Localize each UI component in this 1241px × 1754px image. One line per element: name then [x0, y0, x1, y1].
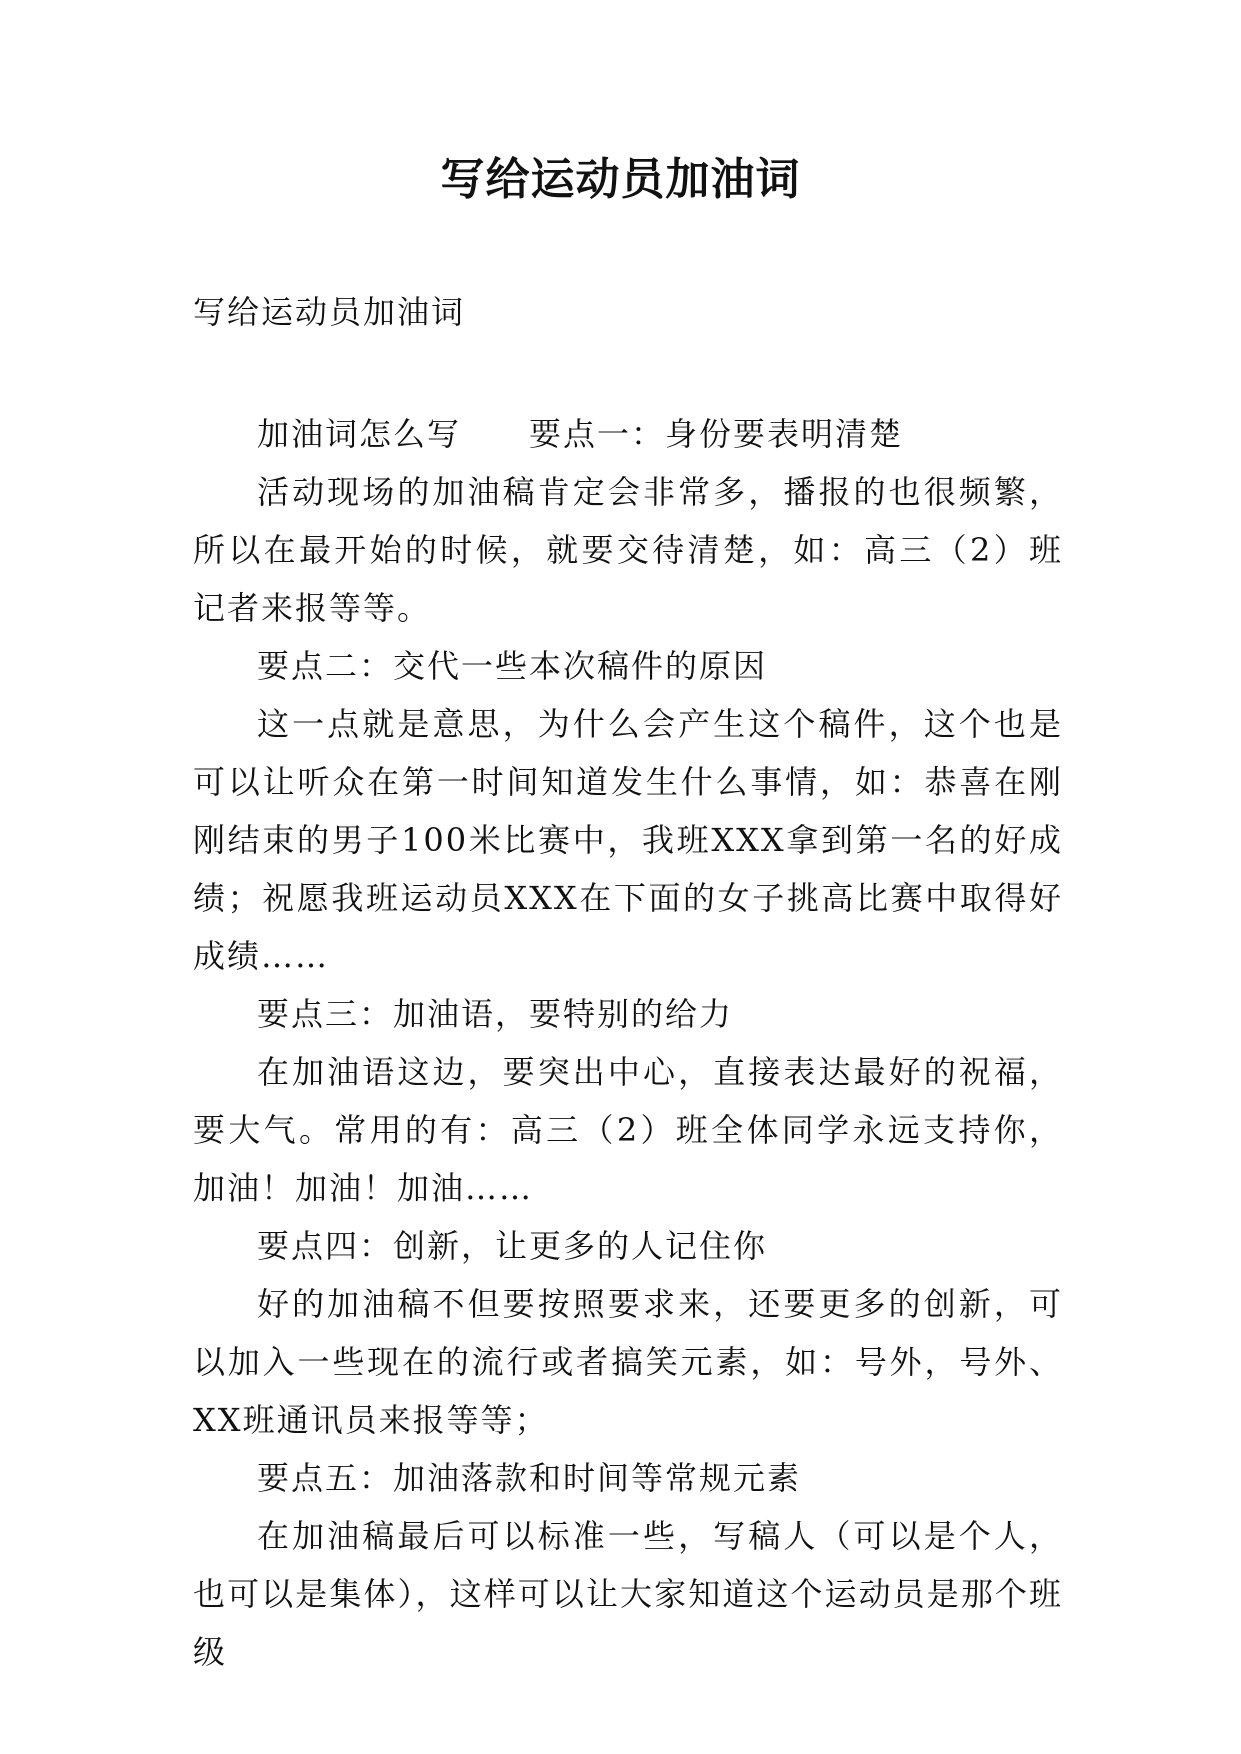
paragraph: 要点四：创新，让更多的人记住你 — [257, 1227, 768, 1265]
paragraph: 在加油语这边，要突出中心，直接表达最好的祝福，要大气。常用的有：高三（2）班全体同学永远支持你，加油！加油！加油…… — [193, 1053, 1063, 1207]
paragraph: 在加油稿最后可以标准一些，写稿人（可以是个人，也可以是集体），这样可以让大家知道这个运动员是那个班级 — [193, 1517, 1063, 1671]
paragraph: 活动现场的加油稿肯定会非常多，播报的也很频繁，所以在最开始的时候，就要交待清楚，如：高三（2）班记者来报等等。 — [193, 473, 1063, 627]
paragraph: 要点五：加油落款和时间等常规元素 — [257, 1459, 802, 1497]
paragraph: 这一点就是意思，为什么会产生这个稿件，这个也是可以让听众在第一时间知道发生什么事情，如：恭喜在刚刚结束的男子100米比赛中，我班XXX拿到第一名的好成绩；祝愿我班运动员XXX在下面的女子挑高比赛中取得好成绩…… — [193, 705, 1063, 975]
document-title: 写给运动员加油词 — [440, 154, 801, 205]
paragraph: 要点三：加油语，要特别的给力 — [257, 995, 734, 1033]
paragraph: 加油词怎么写 要点一：身份要表明清楚 — [257, 415, 904, 453]
document-body — [193, 405, 1063, 1681]
paragraph: 要点二：交代一些本次稿件的原因 — [257, 647, 768, 685]
document-subtitle: 写给运动员加油词 — [193, 293, 466, 331]
paragraph: 好的加油稿不但要按照要求来，还要更多的创新，可以加入一些现在的流行或者搞笑元素，如：号外，号外、XX班通讯员来报等等； — [193, 1285, 1063, 1439]
